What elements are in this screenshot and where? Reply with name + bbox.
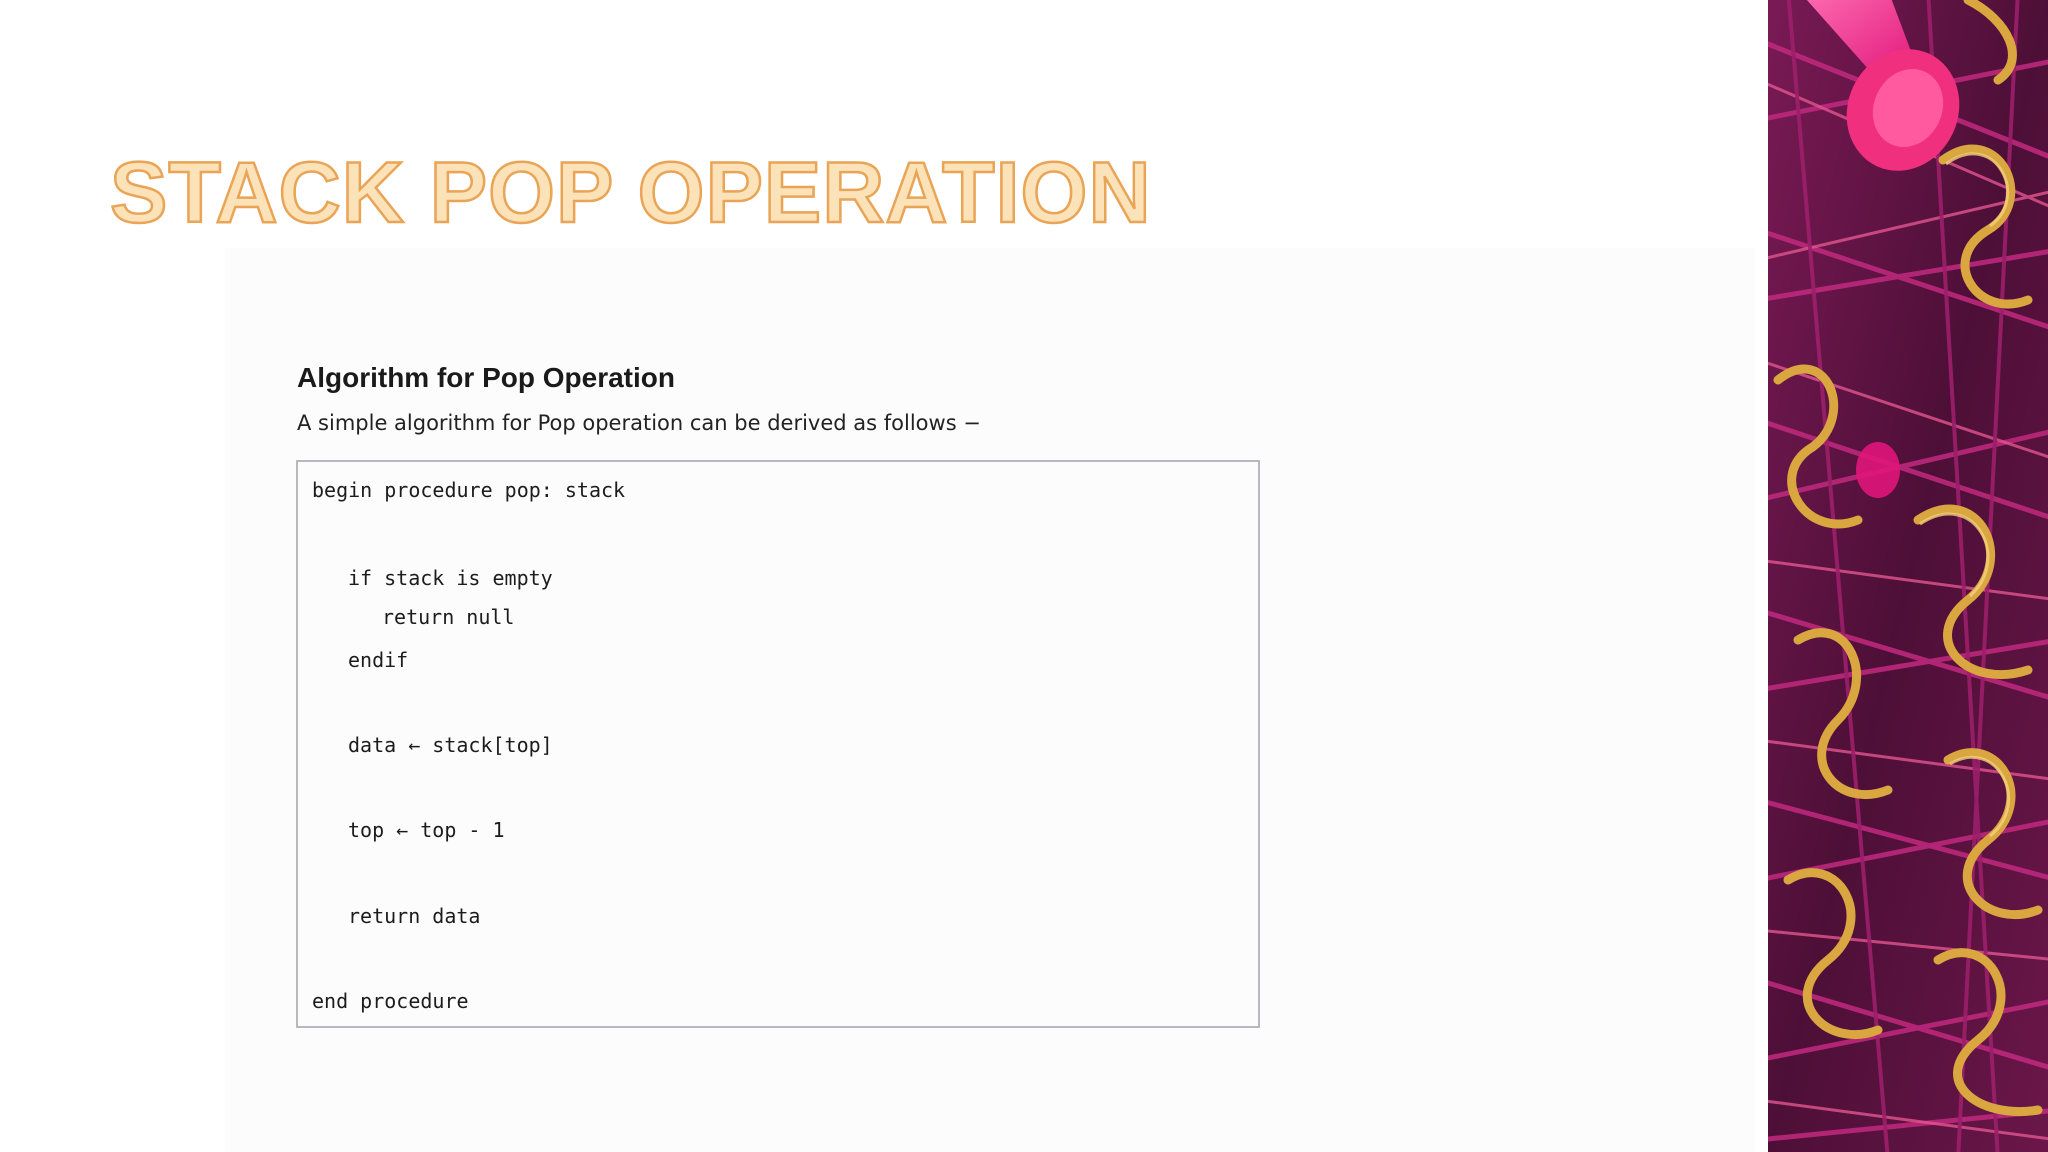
code-block bbox=[296, 460, 1260, 1028]
code-line: return null bbox=[382, 605, 515, 629]
algorithm-screenshot bbox=[225, 248, 1755, 1152]
algorithm-heading: Algorithm for Pop Operation bbox=[297, 362, 675, 393]
code-line: return data bbox=[348, 904, 481, 928]
code-line: data ← stack[top] bbox=[348, 733, 553, 757]
code-line: end procedure bbox=[312, 989, 469, 1013]
algorithm-intro: A simple algorithm for Pop operation can be derived as follows − bbox=[297, 411, 981, 435]
party-streamers-photo bbox=[1768, 0, 2048, 1152]
slide-title: STACK POP OPERATION bbox=[110, 145, 1152, 241]
code-line: endif bbox=[348, 648, 409, 672]
code-line: top ← top - 1 bbox=[348, 818, 505, 842]
streamers-illustration bbox=[1768, 0, 2048, 1152]
code-line: begin procedure pop: stack bbox=[312, 478, 626, 502]
code-line: if stack is empty bbox=[348, 566, 553, 590]
